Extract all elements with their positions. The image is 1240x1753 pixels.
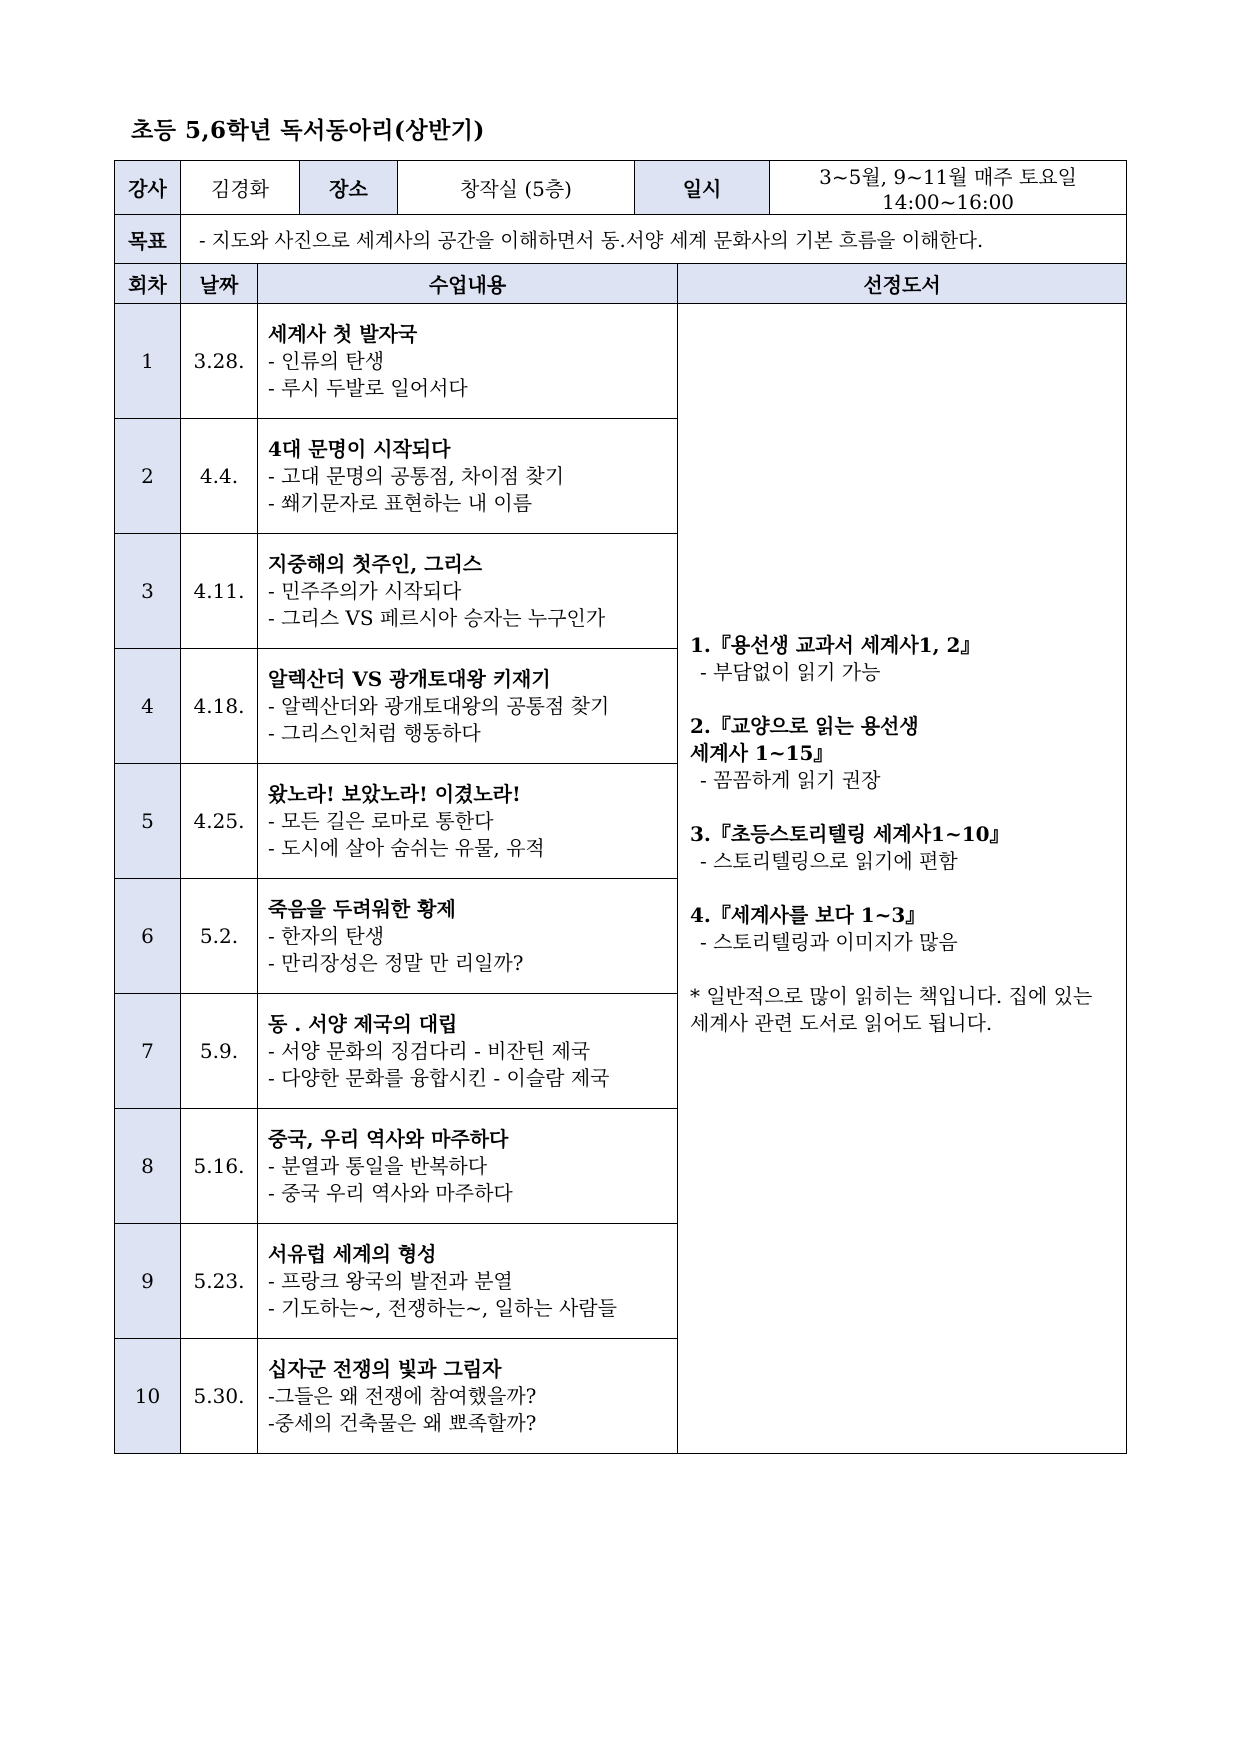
book-title: 3.『초등스토리텔링 세계사1~10』 [690, 822, 1010, 846]
lesson-content [258, 1109, 678, 1224]
lesson-detail: - 알렉산더와 광개토대왕의 공통점 찾기 [268, 693, 610, 718]
content-header: 수업내용 [258, 264, 678, 304]
lesson-detail: - 쐐기문자로 표현하는 내 이름 [268, 490, 533, 515]
book-title: 2.『교양으로 읽는 용선생 세계사 1~15』 [690, 714, 919, 765]
lesson-detail: - 다양한 문화를 융합시킨 - 이슬람 제국 [268, 1065, 610, 1090]
book-title: 1.『용선생 교과서 세계사1, 2』 [690, 633, 981, 657]
session-number: 10 [115, 1339, 181, 1454]
lesson-date: 5.2. [181, 879, 258, 994]
lesson-detail: - 프랑크 왕국의 발전과 분열 [268, 1268, 513, 1293]
lesson-title: 십자군 전쟁의 빛과 그림자 [268, 1356, 502, 1381]
lesson-detail: - 그리스인처럼 행동하다 [268, 720, 481, 745]
book-title: 4.『세계사를 보다 1~3』 [690, 903, 926, 927]
session-number: 5 [115, 764, 181, 879]
lesson-title: 왔노라! 보았노라! 이겼노라! [268, 781, 521, 806]
goal-text: - 지도와 사진으로 세계사의 공간을 이해하면서 동.서양 세계 문화사의 기본 흐름을 이해한다. [181, 215, 1127, 264]
lesson-detail: - 분열과 통일을 반복하다 [268, 1153, 488, 1178]
lesson-content [258, 764, 678, 879]
lesson-title: 서유럽 세계의 형성 [268, 1241, 437, 1266]
lesson-content [258, 534, 678, 649]
lesson-detail: - 루시 두발로 일어서다 [268, 375, 468, 400]
lesson-detail: - 인류의 탄생 [268, 348, 385, 373]
goal-label: 목표 [115, 215, 181, 264]
lesson-content [258, 419, 678, 534]
session-number: 9 [115, 1224, 181, 1339]
lesson-content [258, 879, 678, 994]
lesson-title: 중국, 우리 역사와 마주하다 [268, 1126, 509, 1151]
lesson-title: 4대 문명이 시작되다 [268, 436, 451, 461]
lesson-content [258, 649, 678, 764]
book-entry [690, 713, 1114, 794]
lesson-title: 죽음을 두려워한 황제 [268, 896, 456, 921]
book-entry [690, 632, 1114, 686]
lesson-content [258, 304, 678, 419]
book-note: - 부담없이 읽기 가능 [700, 660, 881, 684]
lesson-detail: - 민주주의가 시작되다 [268, 578, 462, 603]
session-header: 회차 [115, 264, 181, 304]
lesson-detail: - 만리장성은 정말 만 리일까? [268, 950, 524, 975]
session-number: 4 [115, 649, 181, 764]
lesson-date: 5.23. [181, 1224, 258, 1339]
reading-club-table [114, 160, 1127, 1454]
lesson-row [115, 304, 1127, 419]
lesson-date: 4.11. [181, 534, 258, 649]
lesson-date: 3.28. [181, 304, 258, 419]
teacher-label: 강사 [115, 161, 181, 215]
session-number: 2 [115, 419, 181, 534]
session-number: 6 [115, 879, 181, 994]
lesson-content [258, 994, 678, 1109]
selected-books-cell [678, 304, 1127, 1454]
lesson-detail: - 한자의 탄생 [268, 923, 385, 948]
lesson-detail: -중세의 건축물은 왜 뾰족할까? [268, 1410, 537, 1435]
session-number: 1 [115, 304, 181, 419]
session-number: 3 [115, 534, 181, 649]
session-number: 8 [115, 1109, 181, 1224]
book-note: - 스토리텔링과 이미지가 많음 [700, 930, 958, 954]
lesson-detail: - 고대 문명의 공통점, 차이점 찾기 [268, 463, 565, 488]
lesson-date: 5.16. [181, 1109, 258, 1224]
session-number: 7 [115, 994, 181, 1109]
lesson-detail: -그들은 왜 전쟁에 참여했을까? [268, 1383, 537, 1408]
lesson-title: 알렉산더 VS 광개토대왕 키재기 [268, 666, 551, 691]
teacher-value: 김경화 [181, 161, 300, 215]
book-entry [690, 902, 1114, 956]
lesson-title: 세계사 첫 발자국 [268, 321, 418, 346]
date-header: 날짜 [181, 264, 258, 304]
lesson-date: 4.25. [181, 764, 258, 879]
lesson-detail: - 기도하는~, 전쟁하는~, 일하는 사람들 [268, 1295, 617, 1320]
lesson-content [258, 1339, 678, 1454]
lesson-detail: - 도시에 살아 숨쉬는 유물, 유적 [268, 835, 545, 860]
time-label: 일시 [635, 161, 770, 215]
lesson-date: 5.9. [181, 994, 258, 1109]
page-title: 초등 5,6학년 독서동아리(상반기) [131, 117, 485, 144]
lesson-title: 지중해의 첫주인, 그리스 [268, 551, 483, 576]
book-note: - 꼼꼼하게 읽기 권장 [700, 768, 881, 792]
book-note: - 스토리텔링으로 읽기에 편함 [700, 849, 958, 873]
books-header: 선정도서 [678, 264, 1127, 304]
place-value: 창작실 (5층) [398, 161, 635, 215]
lesson-date: 4.4. [181, 419, 258, 534]
lesson-detail: - 서양 문화의 징검다리 - 비잔틴 제국 [268, 1038, 591, 1063]
lesson-title: 동 . 서양 제국의 대립 [268, 1011, 458, 1036]
lesson-date: 5.30. [181, 1339, 258, 1454]
lesson-detail: - 그리스 VS 페르시아 승자는 누구인가 [268, 605, 606, 630]
time-value: 3~5월, 9~11월 매주 토요일 14:00~16:00 [770, 161, 1127, 215]
lesson-content [258, 1224, 678, 1339]
lesson-detail: - 중국 우리 역사와 마주하다 [268, 1180, 513, 1205]
lesson-detail: - 모든 길은 로마로 통한다 [268, 808, 494, 833]
place-label: 장소 [300, 161, 398, 215]
lesson-date: 4.18. [181, 649, 258, 764]
books-footnote: * 일반적으로 많이 읽히는 책입니다. 집에 있는 세계사 관련 도서로 읽어도 됩니다. [690, 984, 1093, 1035]
book-entry [690, 821, 1114, 875]
